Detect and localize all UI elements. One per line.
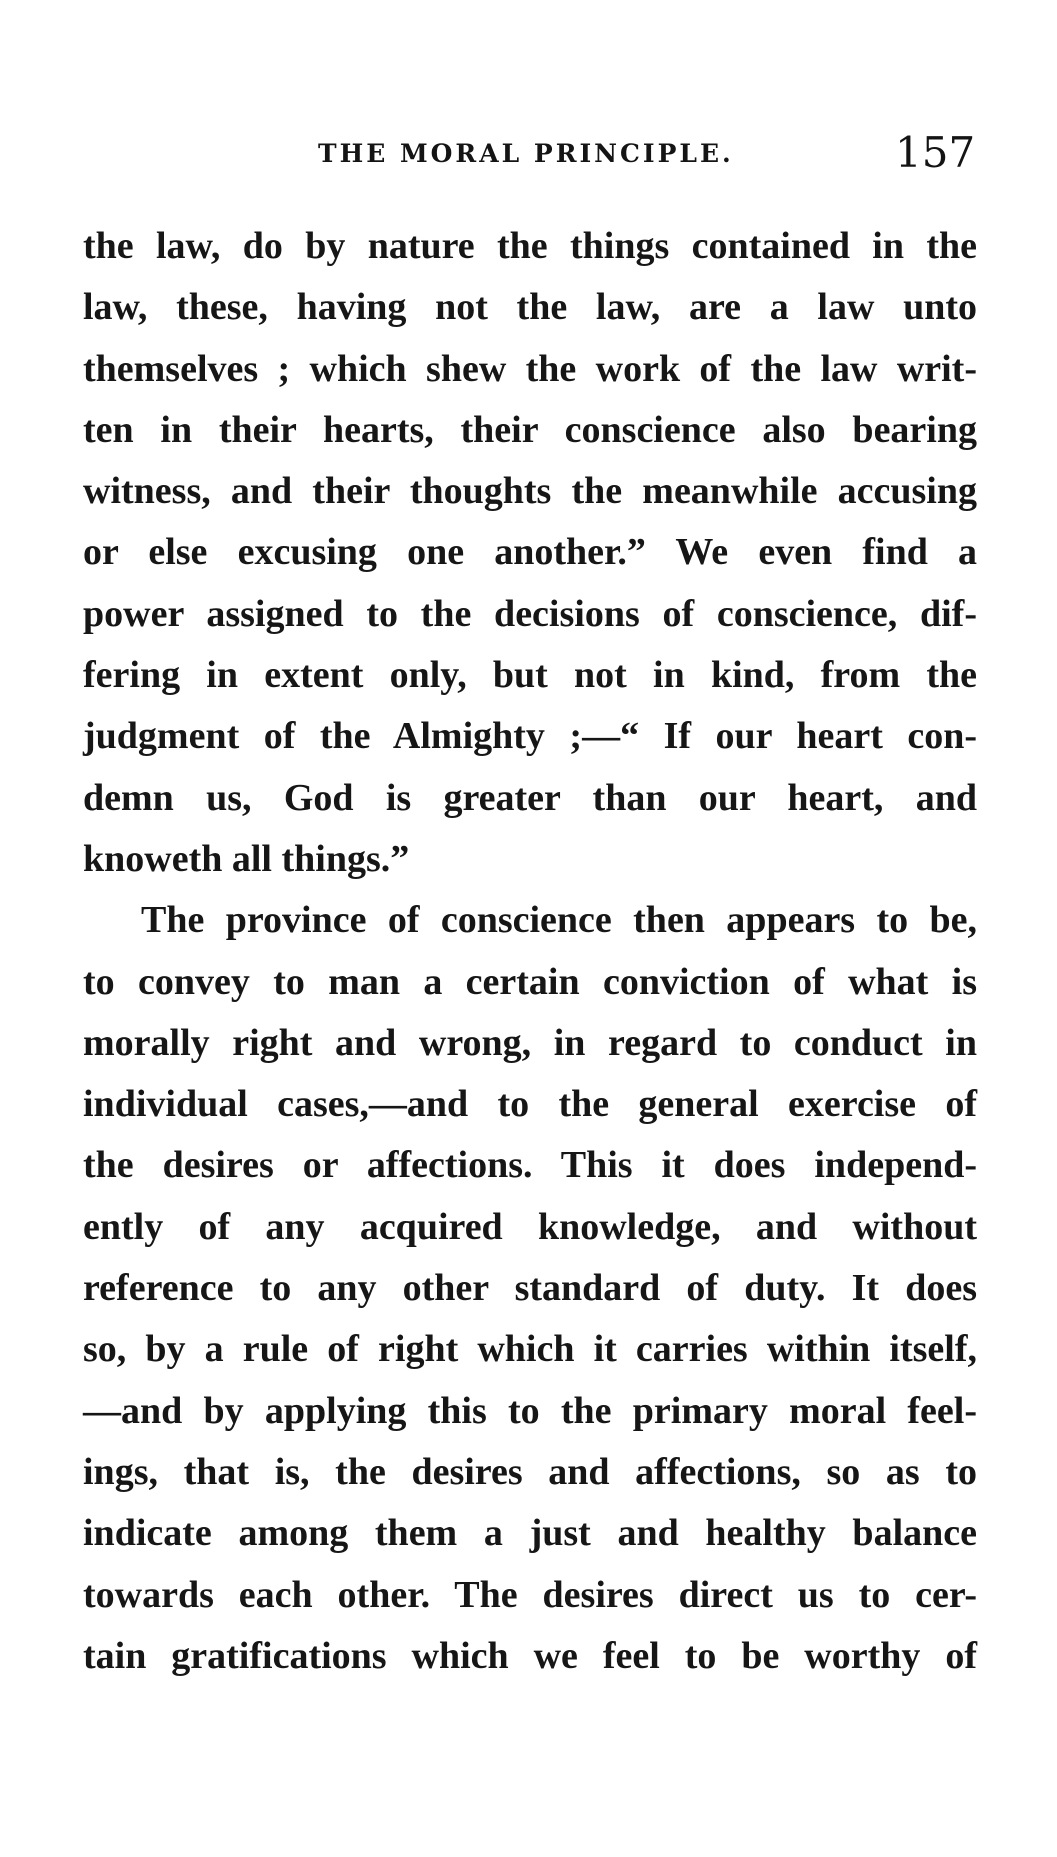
paragraph-1 (83, 216, 977, 890)
running-head: THE MORAL PRINCIPLE. (318, 139, 734, 168)
body-text (83, 216, 977, 1687)
paragraph-2 (83, 890, 977, 1687)
text-line: so, by a rule of right which it carries within itself, (83, 1328, 977, 1371)
text-line: indicate among them a just and healthy balance (83, 1512, 977, 1555)
text-line: to convey to man a certain conviction of what is (83, 960, 977, 1003)
text-line: knoweth all things.” (83, 837, 410, 880)
text-line: demn us, God is greater than our heart, and (83, 776, 977, 819)
text-line: or else excusing one another.” We even find a (83, 531, 977, 574)
text-line: the law, do by nature the things contained in the (83, 225, 977, 267)
text-line: the desires or affections. This it does independ- (83, 1144, 977, 1187)
text-line: ently of any acquired knowledge, and without (83, 1205, 977, 1248)
text-line: power assigned to the decisions of conscience, dif- (83, 592, 977, 635)
text-line: fering in extent only, but not in kind, from the (83, 654, 977, 697)
page-number: 157 (895, 128, 976, 177)
text-line: witness, and their thoughts the meanwhile accusing (83, 470, 977, 513)
text-line: —and by applying this to the primary moral feel- (83, 1389, 977, 1432)
text-line: ings, that is, the desires and affections, so as to (83, 1450, 977, 1493)
text-line: tain gratifications which we feel to be worthy of (83, 1634, 977, 1677)
text-line: The province of conscience then appears to be, (141, 899, 977, 942)
text-line: ten in their hearts, their conscience also bearing (83, 408, 977, 451)
text-line: law, these, having not the law, are a law unto (83, 286, 977, 329)
text-line: themselves ; which shew the work of the law writ- (83, 347, 977, 390)
text-line: towards each other. The desires direct us to cer- (83, 1573, 977, 1616)
text-line: morally right and wrong, in regard to conduct in (83, 1021, 977, 1064)
text-line: reference to any other standard of duty. It does (83, 1267, 977, 1310)
text-line: judgment of the Almighty ;—“ If our heart con- (83, 715, 977, 758)
text-line: individual cases,—and to the general exercise of (83, 1083, 977, 1126)
